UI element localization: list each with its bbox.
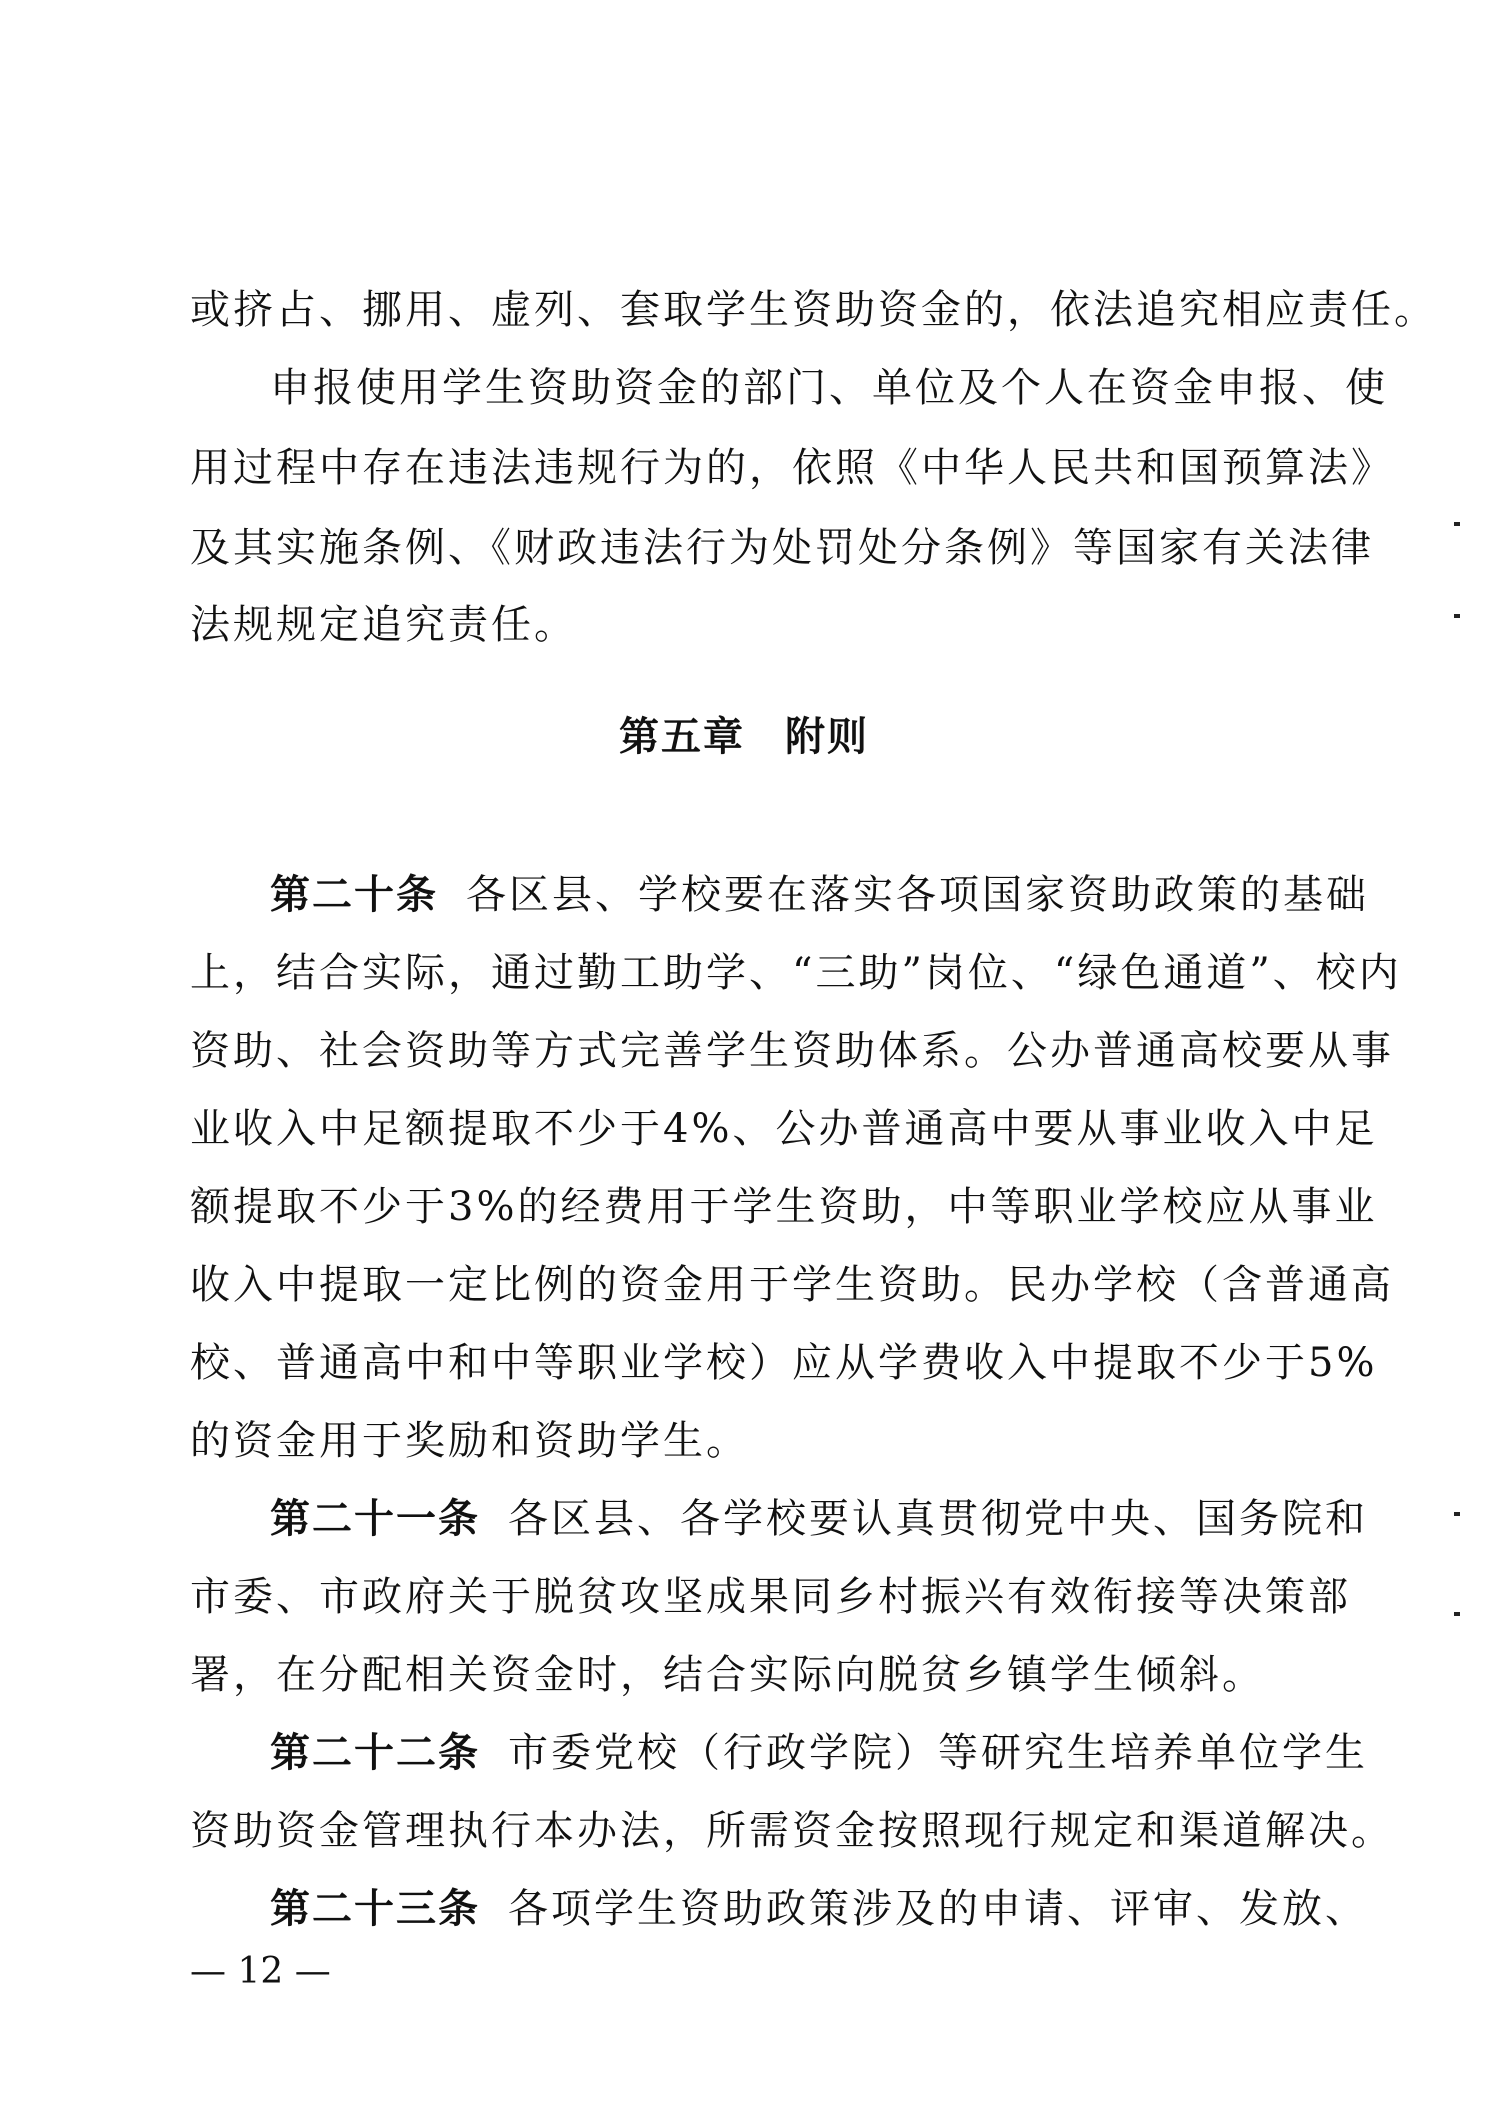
article-label: 第二十一条 <box>270 1495 480 1542</box>
article-line: 额提取不少于3%的经费用于学生资助，中等职业学校应从事业 <box>190 1184 1378 1230</box>
article-line: 上，结合实际，通过勤工助学、“三助”岗位、“绿色通道”、校内 <box>190 950 1402 996</box>
article-line: 署，在分配相关资金时，结合实际向脱贫乡镇学生倾斜。 <box>190 1652 1265 1698</box>
page-number: — 12 — <box>190 1951 331 1992</box>
article-line: 收入中提取一定比例的资金用于学生资助。民办学校（含普通高 <box>190 1262 1394 1308</box>
article-line <box>270 1494 1368 1544</box>
margin-mark <box>1454 1612 1460 1616</box>
article-label: 第二十三条 <box>270 1885 480 1932</box>
paragraph-line: 用过程中存在违法违规行为的，依照《中华人民共和国预算法》 <box>190 445 1394 491</box>
article-line: 业收入中足额提取不少于4%、公办普通高中要从事业收入中足 <box>190 1106 1378 1152</box>
chapter-number: 第五章 <box>619 713 745 760</box>
article-text: 各区县、各学校要认真贯彻党中央、国务院和 <box>508 1496 1368 1542</box>
article-line <box>270 870 1369 920</box>
article-line: 的资金用于奖励和资助学生。 <box>190 1418 749 1464</box>
paragraph-line: 申报使用学生资助资金的部门、单位及个人在资金申报、使 <box>270 365 1388 411</box>
article-line <box>270 1728 1368 1778</box>
article-line: 校、普通高中和中等职业学校）应从学费收入中提取不少于5% <box>190 1340 1378 1386</box>
article-line: 资助资金管理执行本办法，所需资金按照现行规定和渠道解决。 <box>190 1808 1394 1854</box>
article-label: 第二十二条 <box>270 1729 480 1776</box>
paragraph-line: 法规规定追究责任。 <box>190 602 577 648</box>
article-label: 第二十条 <box>270 871 438 918</box>
paragraph-line: 及其实施条例、《财政违法行为处罚处分条例》等国家有关法律 <box>190 525 1374 571</box>
article-line: 市委、市政府关于脱贫攻坚成果同乡村振兴有效衔接等决策部 <box>190 1574 1351 1620</box>
article-text: 市委党校（行政学院）等研究生培养单位学生 <box>508 1730 1368 1776</box>
article-line <box>270 1884 1368 1934</box>
article-line: 资助、社会资助等方式完善学生资助体系。公办普通高校要从事 <box>190 1028 1394 1074</box>
margin-mark <box>1454 1512 1460 1516</box>
chapter-title: 附则 <box>785 713 869 760</box>
margin-mark <box>1454 614 1460 618</box>
paragraph-line: 或挤占、挪用、虚列、套取学生资助资金的，依法追究相应责任。 <box>190 287 1437 333</box>
article-text: 各项学生资助政策涉及的申请、评审、发放、 <box>508 1886 1368 1932</box>
article-text: 各区县、学校要在落实各项国家资助政策的基础 <box>466 872 1369 918</box>
margin-mark <box>1454 522 1460 526</box>
chapter-heading <box>0 712 1488 762</box>
